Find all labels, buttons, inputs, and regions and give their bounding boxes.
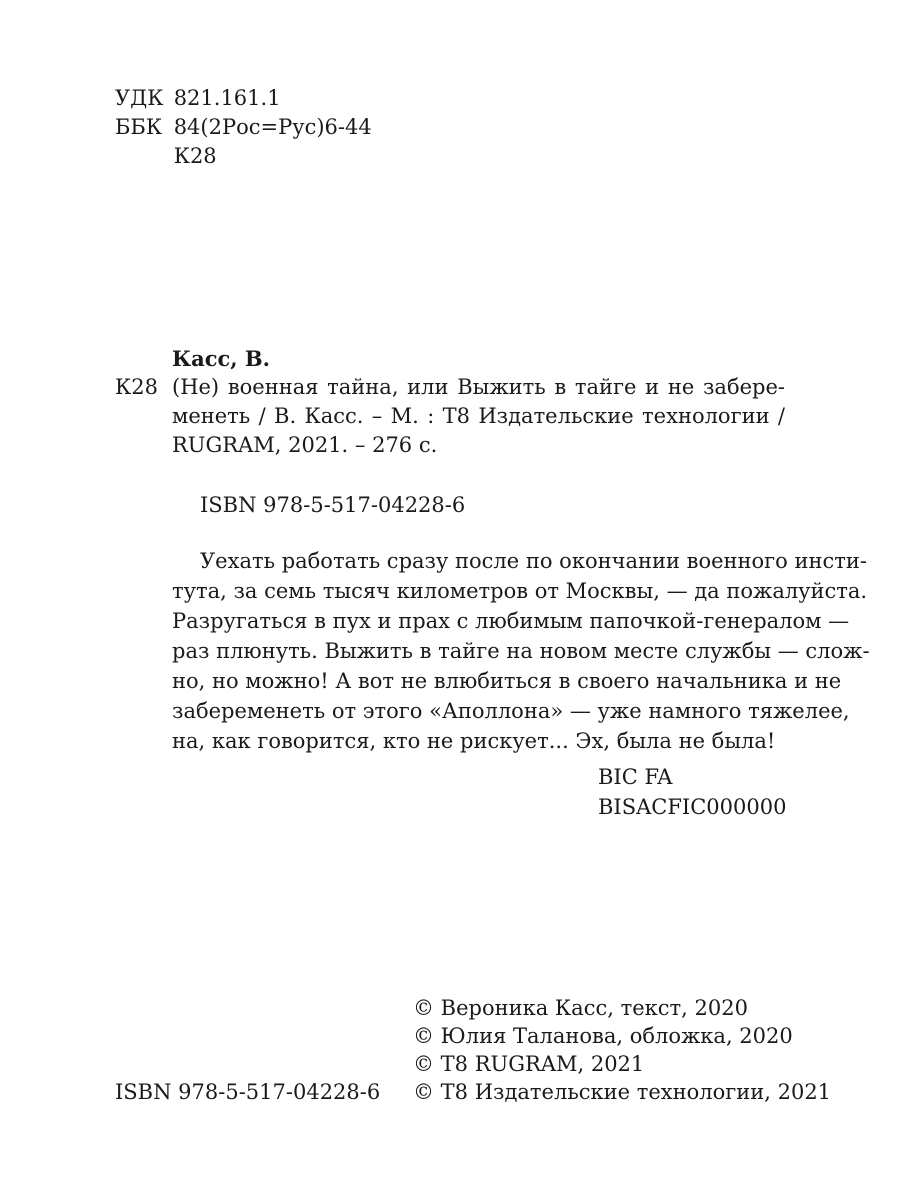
annotation-line: на, как говорится, кто не рискует... Эх, была не была!	[172, 729, 776, 753]
annotation-line: тута, за семь тысяч километров от Москвы, — да пожалуйста.	[172, 579, 868, 603]
left-author-mark: К28	[115, 375, 158, 399]
thema-code: BISACFIC000000	[598, 795, 787, 819]
udk-label: УДК	[115, 86, 164, 110]
biblio-line: менеть / В. Касс. – М. : Т8 Издательские технологии /	[172, 404, 785, 428]
copyright-line: © Т8 Издательские технологии, 2021	[413, 1080, 832, 1104]
copyright-line: © Т8 RUGRAM, 2021	[413, 1052, 645, 1076]
annotation-line: Уехать работать сразу после по окончании военного инсти-	[200, 549, 867, 573]
classification-codes	[115, 84, 372, 171]
annotation-line: Разругаться в пух и прах с любимым папочкой-генералом —	[172, 609, 850, 633]
bbk-value: 84(2Рос=Рус)6-44	[173, 115, 372, 139]
copyright-line: © Вероника Касс, текст, 2020	[413, 996, 748, 1020]
annotation	[172, 547, 870, 757]
biblio-line: RUGRAM, 2021. – 276 с.	[172, 433, 438, 457]
author-mark-row	[115, 142, 372, 171]
annotation-line: но, но можно! А вот не влюбиться в своего начальника и не	[172, 669, 842, 693]
annotation-line: раз плюнуть. Выжить в тайге на новом месте службы — слож-	[172, 639, 870, 663]
udk-row	[115, 84, 372, 113]
bbk-label: ББК	[115, 115, 163, 139]
annotation-line: забеременеть от этого «Аполлона» — уже намного тяжелее,	[172, 699, 850, 723]
bibliographic-description	[172, 373, 785, 460]
udk-value: 821.161.1	[173, 86, 281, 110]
isbn-bottom: ISBN 978-5-517-04228-6	[115, 1080, 381, 1104]
biblio-line: (Не) военная тайна, или Выжить в тайге и не забере-	[172, 375, 785, 399]
author-name: Касс, В.	[172, 346, 270, 371]
thema-code: BIC FA	[598, 765, 673, 789]
copyright-block	[413, 994, 831, 1106]
copyright-line: © Юлия Таланова, обложка, 2020	[413, 1024, 793, 1048]
bbk-row	[115, 113, 372, 142]
thema-codes	[598, 763, 786, 823]
isbn-main: ISBN 978-5-517-04228-6	[200, 493, 466, 517]
author-mark: К28	[173, 144, 217, 168]
